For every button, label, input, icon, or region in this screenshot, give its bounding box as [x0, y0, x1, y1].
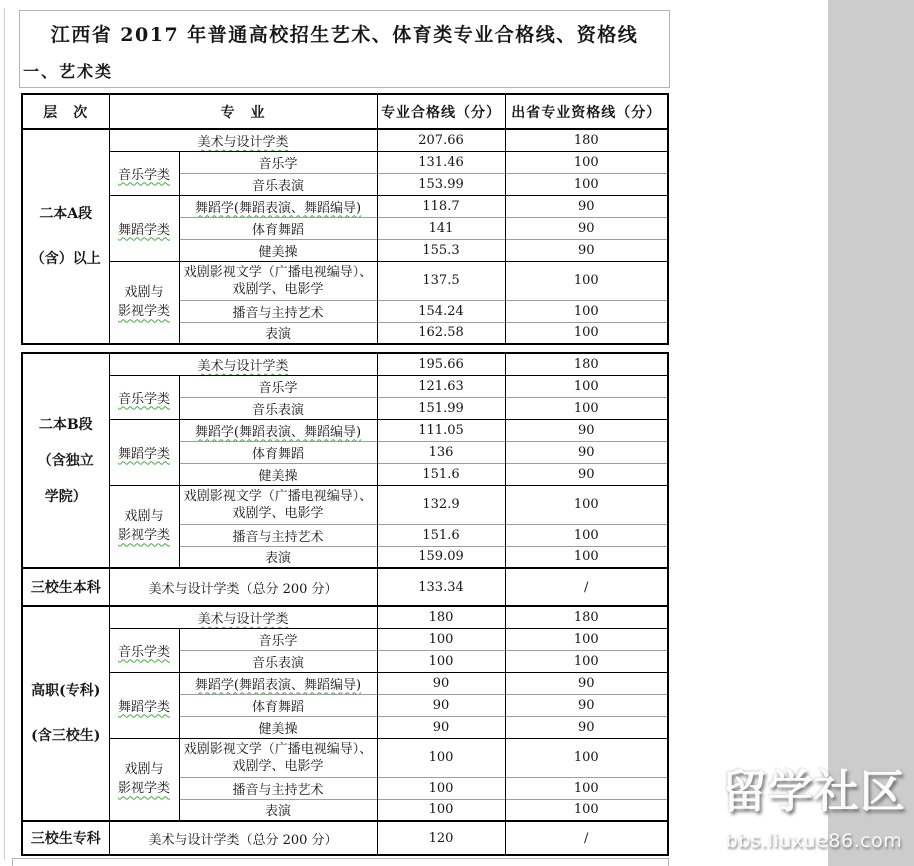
category-label: 影视学类	[117, 304, 170, 320]
page-edge-line	[4, 8, 5, 860]
pass-line-cell: 133.34	[377, 568, 505, 606]
level-cell: 三校生专科	[22, 821, 109, 855]
out-line-cell: 100	[505, 524, 668, 546]
major-cell: 音乐表演	[179, 397, 377, 419]
out-line-cell: 100	[505, 261, 668, 300]
table-row	[22, 151, 668, 173]
pass-line-cell: 100	[377, 799, 505, 821]
out-line-cell: 100	[505, 485, 668, 524]
major-cell: 体育舞蹈	[179, 441, 377, 463]
out-line-cell: 100	[505, 777, 668, 799]
level-label: 学院）	[44, 488, 87, 505]
pass-line-cell: 195.66	[377, 353, 505, 375]
pass-line-cell: 159.09	[377, 546, 505, 568]
major-cell: 健美操	[179, 463, 377, 485]
pass-line-cell: 118.7	[377, 195, 505, 217]
level-label: 二本B段	[38, 416, 93, 433]
table-row	[22, 738, 668, 777]
pass-line-cell: 137.5	[377, 261, 505, 300]
pass-line-cell: 90	[377, 716, 505, 738]
category-cell: 舞蹈学类	[109, 419, 179, 485]
pass-line-cell: 141	[377, 217, 505, 239]
out-line-cell: /	[505, 821, 668, 855]
col-header-pass-line: 专业合格线（分）	[377, 94, 505, 129]
level-label: 高职(专科)	[31, 682, 101, 699]
table-row	[22, 419, 668, 441]
level-cell: 三校生本科	[22, 568, 109, 606]
col-header-out-line: 出省专业资格线（分）	[505, 94, 668, 129]
watermark-url: bbs.liuxue86.com	[725, 830, 903, 852]
pass-line-cell: 100	[377, 777, 505, 799]
watermark	[714, 756, 914, 854]
major-cell: 美术与设计学类	[109, 129, 377, 151]
category-cell	[109, 261, 179, 344]
pass-line-cell: 180	[377, 606, 505, 628]
table-row	[22, 195, 668, 217]
out-line-cell: 180	[505, 606, 668, 628]
section-heading: 一、艺术类	[23, 62, 114, 81]
pass-line-cell: 131.46	[377, 151, 505, 173]
out-line-cell: 100	[505, 799, 668, 821]
out-line-cell: 90	[505, 716, 668, 738]
category-label: 影视学类	[117, 528, 170, 544]
out-line-cell: 100	[505, 628, 668, 650]
table-row	[22, 261, 668, 300]
out-line-cell: 90	[505, 672, 668, 694]
table-row	[22, 485, 668, 524]
major-cell: 播音与主持艺术	[179, 524, 377, 546]
table-header-row	[22, 94, 668, 129]
out-line-cell: 90	[505, 694, 668, 716]
level-label: 二本A段	[39, 205, 93, 222]
table-row	[22, 672, 668, 694]
major-cell: 戏剧影视文学（广播电视编导）、戏剧学、电影学	[179, 738, 377, 777]
level-cell	[22, 606, 109, 821]
level-label: （含独立	[37, 452, 94, 469]
major-cell: 播音与主持艺术	[179, 777, 377, 799]
category-cell: 音乐学类	[109, 151, 179, 195]
art-table-tier-2a	[21, 93, 669, 345]
level-label: （含）以上	[30, 250, 101, 267]
document-title: 江西省 2017 年普通高校招生艺术、体育类专业合格线、资格线	[50, 24, 639, 46]
table-row	[22, 628, 668, 650]
out-line-cell: 90	[505, 239, 668, 261]
category-cell: 舞蹈学类	[109, 672, 179, 738]
level-cell	[22, 353, 109, 568]
out-line-cell: 90	[505, 419, 668, 441]
out-line-cell: 90	[505, 463, 668, 485]
major-cell: 舞蹈学(舞蹈表演、舞蹈编导)	[179, 195, 377, 217]
major-cell: 体育舞蹈	[179, 694, 377, 716]
major-cell: 表演	[179, 546, 377, 568]
out-line-cell: 100	[505, 151, 668, 173]
out-line-cell: /	[505, 568, 668, 606]
table-row	[22, 353, 668, 375]
out-line-cell: 90	[505, 217, 668, 239]
category-label: 影视学类	[117, 781, 170, 797]
table-row	[22, 821, 668, 855]
pass-line-cell: 90	[377, 672, 505, 694]
out-line-cell: 100	[505, 375, 668, 397]
major-cell: 戏剧影视文学（广播电视编导）、戏剧学、电影学	[179, 485, 377, 524]
out-line-cell: 100	[505, 173, 668, 195]
pass-line-cell: 100	[377, 650, 505, 672]
pass-line-cell: 120	[377, 821, 505, 855]
category-cell: 音乐学类	[109, 375, 179, 419]
table-row	[22, 606, 668, 628]
major-cell: 表演	[179, 322, 377, 344]
col-header-major: 专 业	[109, 94, 377, 129]
out-line-cell: 100	[505, 300, 668, 322]
pass-line-cell: 111.05	[377, 419, 505, 441]
out-line-cell: 180	[505, 129, 668, 151]
major-cell: 体育舞蹈	[179, 217, 377, 239]
major-cell: 音乐表演	[179, 173, 377, 195]
table-row	[22, 375, 668, 397]
out-line-cell: 100	[505, 650, 668, 672]
major-cell: 音乐学	[179, 375, 377, 397]
out-line-cell: 100	[505, 397, 668, 419]
out-line-cell: 100	[505, 546, 668, 568]
watermark-logo-text: 留学社区	[721, 765, 906, 818]
pass-line-cell: 162.58	[377, 322, 505, 344]
pass-line-cell: 153.99	[377, 173, 505, 195]
major-cell: 音乐表演	[179, 650, 377, 672]
major-cell: 戏剧影视文学（广播电视编导）、戏剧学、电影学	[179, 261, 377, 300]
major-cell: 播音与主持艺术	[179, 300, 377, 322]
art-table-lower	[21, 352, 669, 856]
category-label: 戏剧与	[124, 285, 164, 301]
pass-line-cell: 100	[377, 628, 505, 650]
out-line-cell: 100	[505, 322, 668, 344]
category-cell: 舞蹈学类	[109, 195, 179, 261]
out-line-cell: 90	[505, 441, 668, 463]
major-cell: 美术与设计学类	[109, 606, 377, 628]
pass-line-cell: 151.6	[377, 524, 505, 546]
pass-line-cell: 121.63	[377, 375, 505, 397]
pass-line-cell: 151.6	[377, 463, 505, 485]
major-cell: 美术与设计学类（总分 200 分）	[109, 821, 377, 855]
out-line-cell: 90	[505, 195, 668, 217]
major-cell: 音乐学	[179, 151, 377, 173]
pass-line-cell: 151.99	[377, 397, 505, 419]
pass-line-cell: 154.24	[377, 300, 505, 322]
out-line-cell: 100	[505, 738, 668, 777]
pass-line-cell: 155.3	[377, 239, 505, 261]
category-cell: 音乐学类	[109, 628, 179, 672]
pass-line-cell: 100	[377, 738, 505, 777]
category-cell	[109, 485, 179, 568]
major-cell: 舞蹈学(舞蹈表演、舞蹈编导)	[179, 672, 377, 694]
major-cell: 健美操	[179, 716, 377, 738]
category-label: 戏剧与	[124, 509, 164, 525]
level-label: (含三校生)	[31, 727, 101, 744]
major-cell: 健美操	[179, 239, 377, 261]
pass-line-cell: 90	[377, 694, 505, 716]
major-cell: 美术与设计学类	[109, 353, 377, 375]
pass-line-cell: 207.66	[377, 129, 505, 151]
title-box	[19, 10, 670, 88]
category-cell	[109, 738, 179, 821]
col-header-level: 层 次	[22, 94, 109, 129]
pass-line-cell: 136	[377, 441, 505, 463]
pass-line-cell: 132.9	[377, 485, 505, 524]
category-label: 戏剧与	[124, 762, 164, 778]
major-cell: 音乐学	[179, 628, 377, 650]
table-row	[22, 129, 668, 151]
out-line-cell: 180	[505, 353, 668, 375]
table-row	[22, 568, 668, 606]
major-cell: 美术与设计学类（总分 200 分）	[109, 568, 377, 606]
next-table-top-edge	[12, 858, 669, 866]
major-cell: 表演	[179, 799, 377, 821]
level-cell	[22, 129, 109, 344]
major-cell: 舞蹈学(舞蹈表演、舞蹈编导)	[179, 419, 377, 441]
